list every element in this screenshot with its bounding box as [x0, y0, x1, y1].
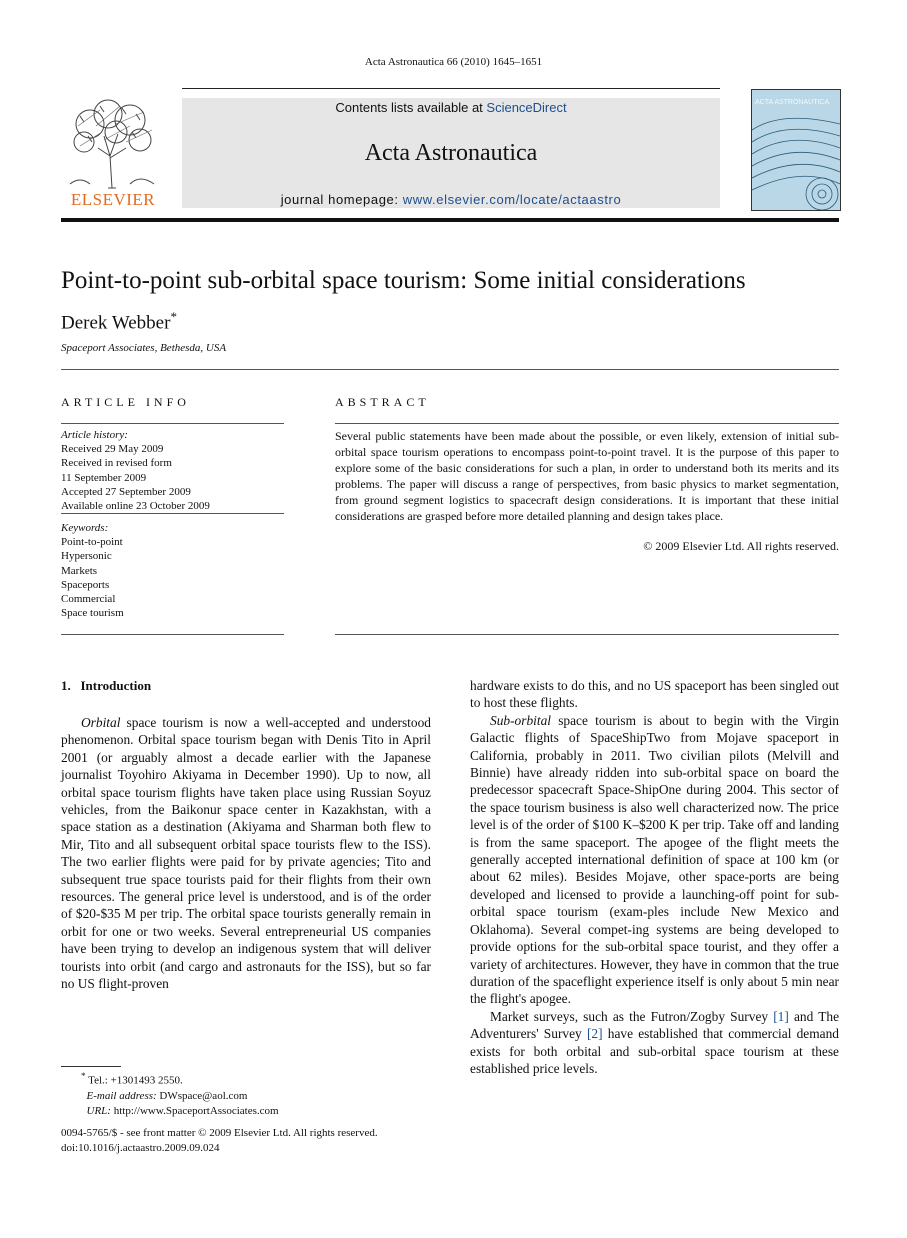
homepage-prefix: journal homepage:: [280, 192, 403, 207]
paragraph-text: space tourism is about to begin with the Virgin Galactic flights of SpaceShipTwo from Mojave spaceport in California, probably in 2011. Two civilian pilots (Melvill and Binnie) have already ridden into sub-orbital space on board the predecessor spacecraft Space-ShipOne during 2004. This sector of the space tourism business is also well characterized now. The price level is of the order of $100 K–$200 K per trip. Take off and landing is from the same spaceport. The apogee of the flight meets the generally accepted international definition of space at 100 km (or about 62 miles). Besides Mojave, other space-ports are being developed and licensed to provide a launching-off point for sub-orbital space tourism (exam-ples include New Mexico and Oklahoma). Several compet-ing systems are being developed to provide options for the sub-orbital space tourist, and they offer a variety of architectures. However, they have in common that the true duration of the spaceflight experience itself is only about 5 min near the flight's apogee.: [470, 712, 839, 1007]
cover-title-text: ACTA ASTRONAUTICA: [755, 99, 830, 106]
history-item: Accepted 27 September 2009: [61, 485, 191, 498]
doi-link[interactable]: doi:10.1016/j.actaastro.2009.09.024: [61, 1142, 220, 1154]
article-info-heading: ARTICLE INFO: [61, 395, 190, 409]
section-number: 1.: [61, 678, 71, 693]
journal-citation: Acta Astronautica 66 (2010) 1645–1651: [364, 56, 543, 68]
title-divider: [61, 369, 839, 370]
contents-prefix: Contents lists available at: [335, 100, 487, 115]
front-matter: [61, 1126, 441, 1156]
footnote-url-line: [61, 1104, 431, 1119]
paragraph: [470, 1008, 839, 1078]
elsevier-wordmark: ELSEVIER: [70, 190, 156, 209]
paragraph: [61, 714, 431, 993]
author-footnote: [61, 1069, 431, 1119]
paragraph-text: have established that commercial demand exists for both orbital and sub-orbital space tourism at these established price levels.: [470, 1026, 839, 1076]
author-affiliation: Spaceport Associates, Bethesda, USA: [61, 342, 227, 354]
footnote-mark: *: [81, 1071, 86, 1081]
keyword-item: Spaceports: [61, 578, 110, 591]
url-link[interactable]: http://www.SpaceportAssociates.com: [113, 1104, 279, 1117]
keyword-item: Hypersonic: [61, 550, 112, 563]
email-label: E-mail address:: [86, 1089, 157, 1102]
history-item: 11 September 2009: [61, 471, 147, 484]
reference-link[interactable]: [2]: [586, 1026, 603, 1042]
abstract-rule-bottom: [335, 634, 839, 635]
emphasis: Sub-orbital: [490, 712, 552, 728]
footnote-rule: [61, 1066, 121, 1067]
section-title: Introduction: [80, 678, 152, 693]
section-heading-introduction: [61, 678, 151, 694]
body-column-right: [470, 677, 839, 1077]
journal-homepage-line: [182, 192, 720, 207]
abstract-copyright: © 2009 Elsevier Ltd. All rights reserved.: [643, 539, 839, 553]
article-info-rule-bottom: [61, 634, 284, 635]
paragraph-text: Market surveys, such as the Futron/Zogby Survey: [490, 1008, 774, 1024]
history-item: Received in revised form: [61, 457, 172, 470]
article-info-rule-top: [61, 423, 284, 424]
reference-link[interactable]: [1]: [773, 1008, 789, 1024]
paragraph-text: space tourism is now a well-accepted and understood phenomenon. Orbital space tourism began with Denis Tito in April 2001 (or arguably almost a decade earlier with the Japanese journalist Toyohiro Akiyama in December 1990). Up to now, all orbital space tourism flights have taken place using Russian Soyuz vehicles, from the Baikonur space center in Kazakhstan, with a space station as a destination (Akiyama and Sharman both flew to Mir, Tito and all subsequent orbital space tourists flew to the ISS). The two earlier flights were paid for by private agencies; Tito and subsequent true space tourists paid for their flights from their own resources. The general price level is understood, and is of the order of $20-$35 M per trip. The orbital space tourists generally remain in orbit for one or two weeks. Several entrepreneurial US companies have been trying to develop an indigenous system that will deliver tourists into orbit (and cargo and astronauts for the ISS), but so far no US flight-proven: [61, 715, 431, 992]
tree-icon: [60, 96, 164, 192]
author-line: [61, 309, 177, 334]
keyword-item: Point-to-point: [61, 536, 123, 549]
contents-available-line: [182, 100, 720, 115]
author-footnote-mark[interactable]: *: [170, 309, 177, 324]
footnote-email-line: [61, 1089, 431, 1104]
paragraph: hardware exists to do this, and no US spaceport has been singled out to host these flights.: [470, 678, 839, 711]
keywords-label: Keywords:: [61, 522, 109, 534]
cover-artwork: [752, 90, 840, 210]
keyword-item: Commercial: [61, 593, 116, 606]
history-label: Article history:: [61, 429, 128, 441]
history-item: Received 29 May 2009: [61, 443, 164, 456]
abstract-heading: ABSTRACT: [335, 395, 430, 409]
body-column-left: [61, 714, 431, 993]
journal-cover-image[interactable]: [751, 89, 841, 211]
history-item: Available online 23 October 2009: [61, 500, 210, 513]
keywords-list: [61, 521, 284, 620]
author-name[interactable]: Derek Webber: [61, 312, 171, 334]
footnote-tel-line: [61, 1069, 431, 1089]
header-bottom-rule: [61, 218, 839, 222]
email-link[interactable]: DWspace@aol.com: [159, 1089, 248, 1102]
header-top-rule: [182, 88, 720, 89]
journal-homepage-link[interactable]: www.elsevier.com/locate/actaastro: [402, 192, 622, 207]
emphasis: Orbital: [81, 715, 121, 730]
abstract-rule-top: [335, 423, 839, 424]
article-history-rule: [61, 513, 284, 514]
paragraph: [470, 712, 839, 1008]
sciencedirect-link[interactable]: ScienceDirect: [486, 100, 567, 115]
abstract-text: Several public statements have been made about the possible, or even likely, extension of initial sub-orbital space tourism operations to encompass point-to-point travel. It is the purpose of this paper to explore some of the basic considerations for such a plan, in order to understand both its merits and its problems. The paper will discuss a range of perspectives, from basic physics to market segmentation, from ground segment logistics to spacecraft design considerations. It is important that these initial considerations are grasped before more detailed planning and design takes place.: [335, 429, 839, 523]
url-label: URL:: [86, 1104, 111, 1117]
article-title: Point-to-point sub-orbital space tourism: Some initial considerations: [61, 267, 746, 294]
issn-line: 0094-5765/$ - see front matter © 2009 Elsevier Ltd. All rights reserved.: [61, 1127, 378, 1139]
footnote-tel: Tel.: +1301493 2550.: [88, 1074, 183, 1087]
keyword-item: Markets: [61, 564, 98, 577]
keyword-item: Space tourism: [61, 607, 124, 620]
journal-name: Acta Astronautica: [364, 140, 538, 166]
article-history: [61, 428, 284, 513]
paragraph-text: and The Adventurers' Survey: [470, 1008, 840, 1042]
